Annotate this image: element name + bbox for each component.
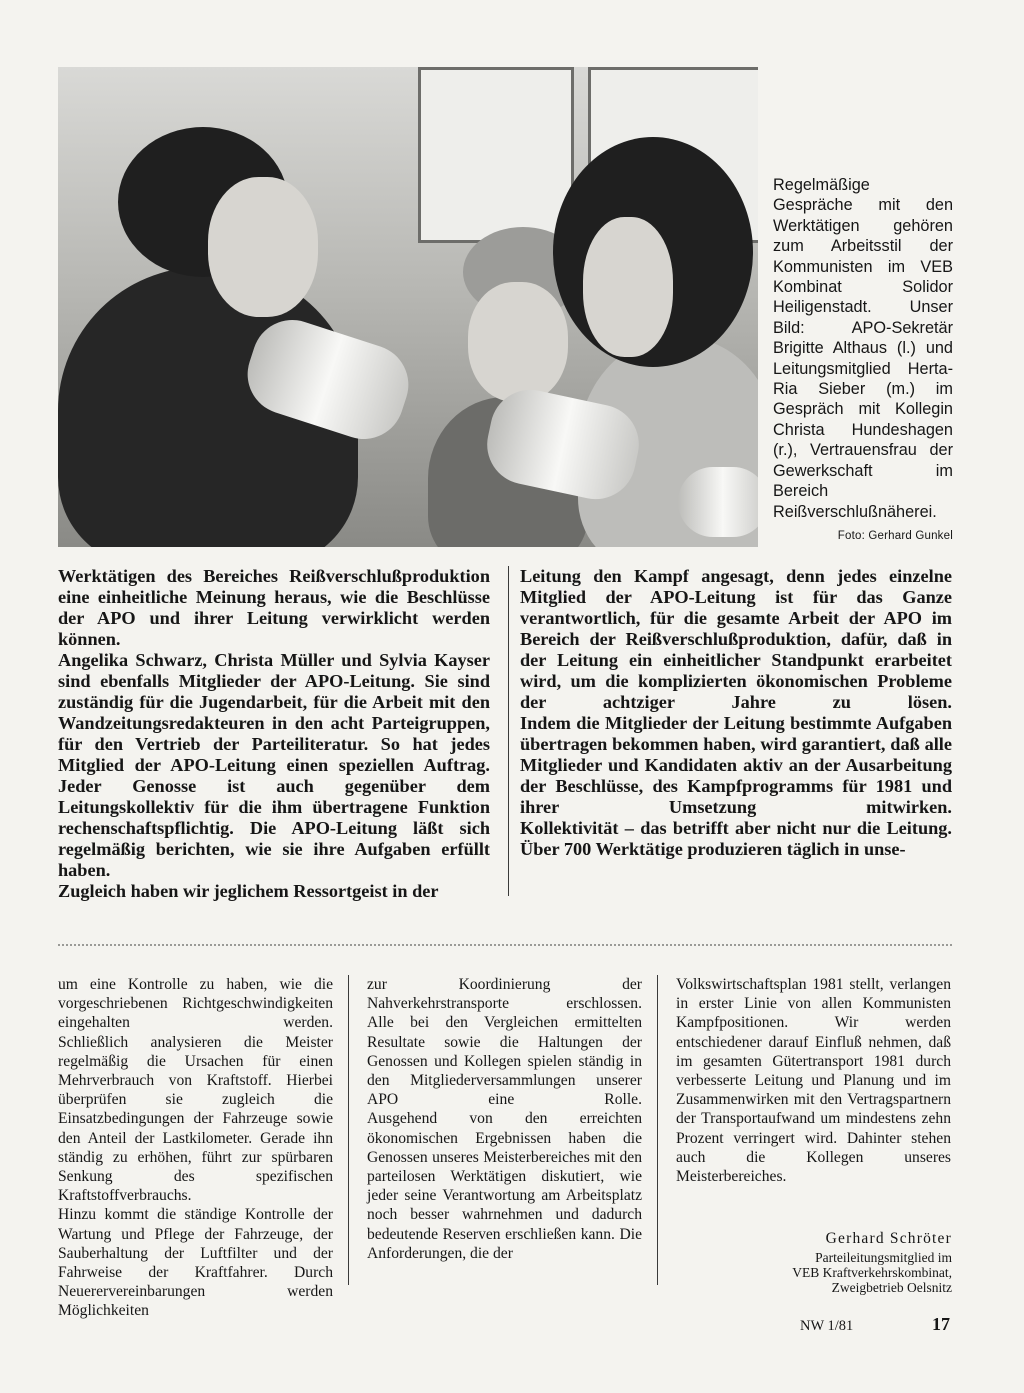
lower-article-column-1 bbox=[58, 975, 333, 1321]
section-separator bbox=[58, 944, 952, 947]
author-affiliation-line: Zweigbetrieb Oelsnitz bbox=[831, 1280, 952, 1295]
photo-face bbox=[583, 217, 673, 357]
paragraph: Leitung den Kampf angesagt, denn jedes einzelne Mitglied der APO-Leitung ist für das Ganze verantwortlich, für die gesamte Arbeit der APO im Bereich der Reißverschlußproduktion, dafür, daß in der Leitung ein einheitlicher Standpunkt erarbeitet wird, um die komplizierten ökonomischen Probleme der achtziger Jahre zu lösen. bbox=[520, 566, 952, 712]
photo-credit: Foto: Gerhard Gunkel bbox=[837, 530, 953, 542]
paragraph: Über 700 Werktätige produzieren täglich in unse- bbox=[520, 839, 906, 859]
page-number: 17 bbox=[932, 1314, 950, 1334]
column-divider bbox=[657, 975, 658, 1285]
paragraph: Alle bei den Vergleichen ermittelten Resultate sowie die Haltungen der Genossen und Kollegen spielen ständig in den Mitgliederversammlungen unserer APO eine Rolle. bbox=[367, 1014, 642, 1109]
paragraph: Kollektivität – das betrifft aber nicht nur die Leitung. bbox=[520, 818, 952, 838]
author-affiliation bbox=[690, 1250, 952, 1295]
photo-spool bbox=[678, 467, 758, 537]
paragraph: zur Koordinierung der Nahverkehrstransporte erschlossen. bbox=[367, 976, 642, 1013]
paragraph: Werktätigen des Bereiches Reißverschlußproduktion eine einheitliche Meinung heraus, wie die Beschlüsse der APO und ihrer Leitung verwirklicht werden können. bbox=[58, 566, 490, 649]
upper-article-left-column bbox=[58, 566, 490, 902]
column-divider bbox=[348, 975, 349, 1285]
paragraph: um eine Kontrolle zu haben, wie die vorgeschriebenen Richtgeschwindigkeiten eingehalten werden. bbox=[58, 976, 333, 1032]
paragraph: Volkswirtschaftsplan 1981 stellt, verlangen in erster Linie von allen Kommunisten Kampfpositionen. Wir werden entschiedener darauf Einfluß nehmen, daß im gesamten Gütertransport 1981 durch verbesserte Leitung und Planung und im Zusammenwirken mit den Vertragspartnern der Transportaufwand um mindestens zehn Prozent verringert wird. Dahinter stehen auch die Kollegen unseres Meisterbereiches. bbox=[676, 976, 951, 1186]
author-affiliation-line: VEB Kraftverkehrskombinat, bbox=[792, 1265, 952, 1280]
column-divider bbox=[508, 566, 509, 896]
upper-article-right-column bbox=[520, 566, 952, 860]
photo-window bbox=[418, 67, 574, 243]
lower-article-column-3 bbox=[676, 975, 951, 1186]
photo-face bbox=[468, 282, 568, 402]
paragraph: Angelika Schwarz, Christa Müller und Sylvia Kayser sind ebenfalls Mitglieder der APO-Leitung. Sie sind zuständig für die Jugendarbeit, für die Arbeit mit den Wandzeitungsredakteuren in den acht Parteigruppen, für den Vertrieb der Parteiliteratur. So hat jedes Mitglied der APO-Leitung einen speziellen Auftrag. Jeder Genosse ist auch gegenüber dem Leitungskollektiv für die ihm übertragene Funktion rechenschaftspflichtig. Die APO-Leitung läßt sich regelmäßig berichten, wie sie ihre Aufgaben erfüllt haben. bbox=[58, 650, 490, 880]
paragraph: Indem die Mitglieder der Leitung bestimmte Aufgaben übertragen bekommen haben, wird garantiert, daß alle Mitglieder und Kandidaten aktiv an der Ausarbeitung der Beschlüsse, des Kampfprogramms für 1981 und ihrer Umsetzung mitwirken. bbox=[520, 713, 952, 817]
lower-article-column-2 bbox=[367, 975, 642, 1263]
paragraph: Zugleich haben wir jeglichem Ressortgeist in der bbox=[58, 881, 439, 901]
paragraph: Schließlich analysieren die Meister regelmäßig die Ursachen für einen Mehrverbrauch von Kraftstoff. Hierbei überprüfen sie zugleich die Einsatzbedingungen der Fahrzeuge sowie den Anteil der Lastkilometer. Gerade ihn ständig zu erhöhen, führt zur spürbaren Senkung des spezifischen Kraftstoffverbrauchs. bbox=[58, 1033, 333, 1205]
article-photo bbox=[58, 67, 758, 547]
issue-number: NW 1/81 bbox=[800, 1318, 854, 1334]
paragraph: Ausgehend von den erreichten ökonomischen Ergebnissen haben die Genossen unseres Meisterbereiches mit den parteilosen Werktätigen diskutiert, wie jeder seine Verantwortung am Arbeitsplatz noch besser wahrnehmen und dadurch bedeutende Reserven erschließen kann. Die Anforderungen, die der bbox=[367, 1110, 642, 1262]
photo-face bbox=[208, 177, 318, 317]
photo-caption: Regelmäßige Gespräche mit den Werktätigen gehören zum Arbeitsstil der Kommunisten im VEB Kombinat Solidor Heiligenstadt. Unser Bild: APO-Sekretär Brigitte Althaus (l.) und Leitungsmitglied Herta-Ria Sieber (m.) im Gespräch mit Kollegin Christa Hundeshagen (r.), Vertrauensfrau der Gewerkschaft im Bereich Reißverschlußnäherei. bbox=[773, 176, 953, 521]
author-affiliation-line: Parteileitungsmitglied im bbox=[815, 1250, 952, 1265]
paragraph: Hinzu kommt die ständige Kontrolle der Wartung und Pflege der Fahrzeuge, der Sauberhaltung der Luftfilter und der Fahrweise der Kraftfahrer. Durch Neuerervereinbarungen werden Möglichkeiten bbox=[58, 1206, 333, 1320]
author-name: Gerhard Schröter bbox=[825, 1230, 952, 1247]
